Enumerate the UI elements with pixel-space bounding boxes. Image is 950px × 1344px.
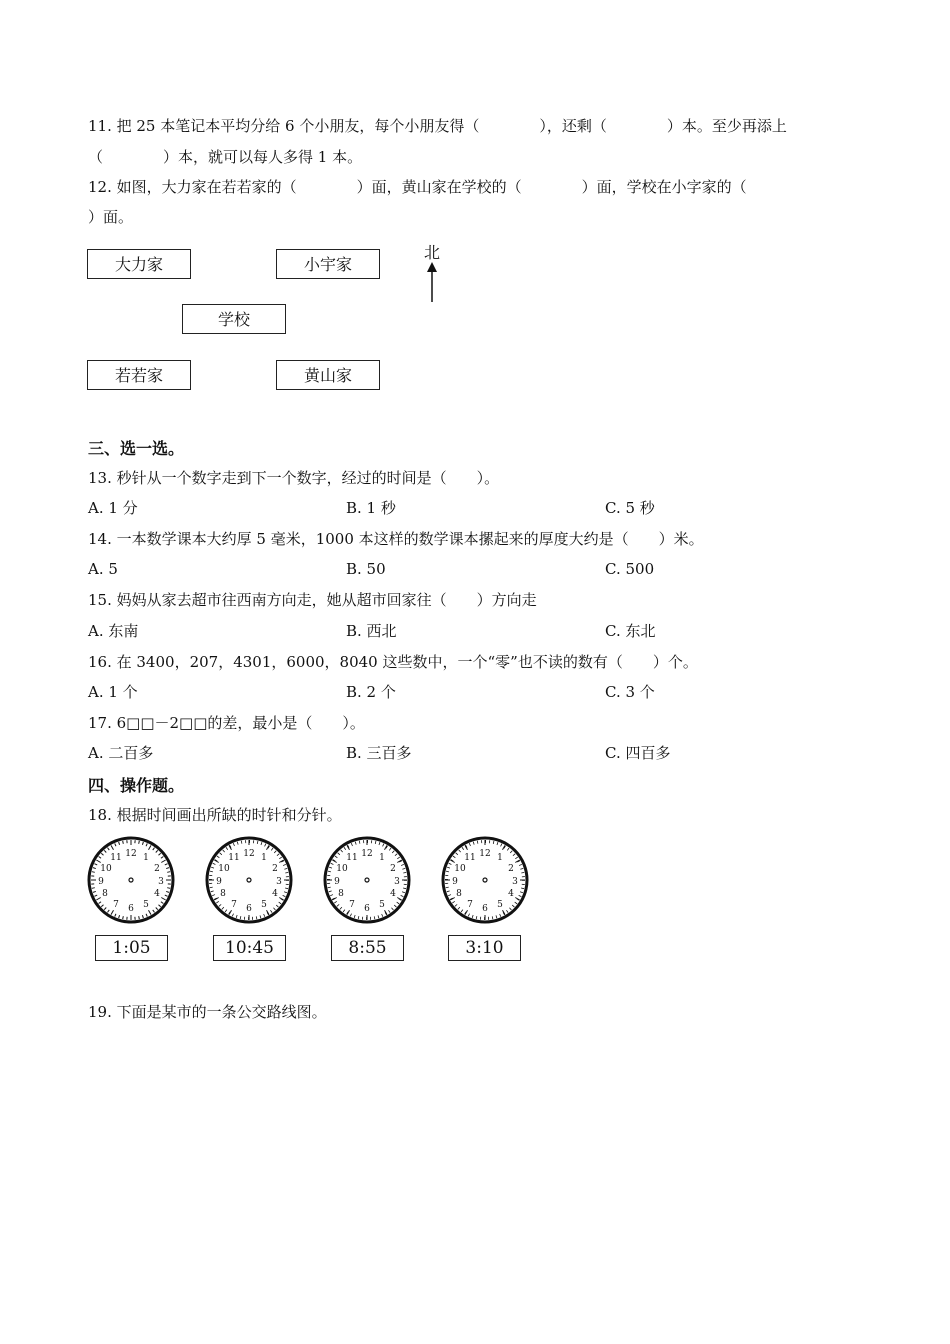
svg-text:4: 4 <box>154 889 160 899</box>
svg-text:8: 8 <box>220 889 226 899</box>
svg-text:9: 9 <box>98 877 104 887</box>
q12-line1: 12. 如图，大力家在若若家的（ ）面，黄山家在学校的（ ）面，学校在小字家的（ <box>88 178 747 196</box>
q11-line1: 11. 把 25 本笔记本平均分给 6 个小朋友，每个小朋友得（ ），还剩（ ）本。至少再添上 <box>88 117 787 135</box>
q17-stem: 17. 6□□－2□□的差，最小是（ ）。 <box>88 714 365 732</box>
map-box-xiaoyu: 小宇家 <box>276 249 380 279</box>
svg-text:7: 7 <box>349 900 355 910</box>
svg-text:4: 4 <box>390 889 396 899</box>
section-3-title: 三、选一选。 <box>88 439 185 458</box>
svg-text:6: 6 <box>364 904 370 914</box>
q15-stem: 15. 妈妈从家去超市往西南方向走，她从超市回家往（ ）方向走 <box>88 591 537 609</box>
svg-text:2: 2 <box>390 864 396 874</box>
svg-text:8: 8 <box>456 889 462 899</box>
svg-text:6: 6 <box>246 904 252 914</box>
q19-stem: 19. 下面是某市的一条公交路线图。 <box>88 1003 327 1021</box>
q14-option-c: C. 500 <box>605 560 655 578</box>
svg-text:8: 8 <box>102 889 108 899</box>
svg-text:4: 4 <box>508 889 514 899</box>
svg-text:6: 6 <box>128 904 134 914</box>
svg-text:1: 1 <box>379 853 385 863</box>
north-arrow-icon <box>424 262 440 302</box>
q13-option-c: C. 5 秒 <box>605 499 655 517</box>
svg-text:1: 1 <box>143 853 149 863</box>
clock-face-icon <box>322 835 412 925</box>
svg-text:2: 2 <box>508 864 514 874</box>
svg-text:12: 12 <box>361 849 373 859</box>
q15-option-a: A. 东南 <box>88 622 139 640</box>
time-label-2: 10:45 <box>213 935 286 961</box>
svg-text:7: 7 <box>113 900 119 910</box>
svg-text:10: 10 <box>218 864 230 874</box>
svg-text:5: 5 <box>497 900 503 910</box>
clock-face-icon <box>440 835 530 925</box>
q16-stem: 16. 在 3400，207，4301，6000，8040 这些数中，一个“零”也不读的数有（ ）个。 <box>88 653 698 671</box>
map-box-dali: 大力家 <box>87 249 191 279</box>
svg-text:12: 12 <box>125 849 137 859</box>
q12-line2: ）面。 <box>88 208 134 226</box>
svg-text:11: 11 <box>228 853 240 863</box>
q15-option-c: C. 东北 <box>605 622 656 640</box>
clock-face-icon <box>204 835 294 925</box>
clock-face-icon <box>86 835 176 925</box>
svg-text:1: 1 <box>497 853 503 863</box>
q18-stem: 18. 根据时间画出所缺的时针和分针。 <box>88 806 342 824</box>
time-label-3: 8:55 <box>331 935 404 961</box>
map-box-school: 学校 <box>182 304 286 334</box>
q14-option-b: B. 50 <box>346 560 386 578</box>
q17-option-a: A. 二百多 <box>88 744 154 762</box>
q14-option-a: A. 5 <box>88 560 118 578</box>
svg-text:3: 3 <box>394 877 400 887</box>
svg-text:3: 3 <box>512 877 518 887</box>
svg-text:9: 9 <box>216 877 222 887</box>
svg-text:2: 2 <box>272 864 278 874</box>
svg-text:5: 5 <box>143 900 149 910</box>
q15-option-b: B. 西北 <box>346 622 397 640</box>
time-label-1: 1:05 <box>95 935 168 961</box>
svg-text:12: 12 <box>243 849 255 859</box>
svg-text:7: 7 <box>467 900 473 910</box>
q16-option-b: B. 2 个 <box>346 683 396 701</box>
svg-text:10: 10 <box>336 864 348 874</box>
svg-text:7: 7 <box>231 900 237 910</box>
q13-stem: 13. 秒针从一个数字走到下一个数字，经过的时间是（ ）。 <box>88 469 500 487</box>
svg-text:12: 12 <box>479 849 491 859</box>
svg-text:5: 5 <box>379 900 385 910</box>
svg-text:9: 9 <box>334 877 340 887</box>
q17-option-b: B. 三百多 <box>346 744 412 762</box>
q11-line2: （ ）本，就可以每人多得 1 本。 <box>88 148 363 166</box>
svg-text:10: 10 <box>454 864 466 874</box>
q17-option-c: C. 四百多 <box>605 744 671 762</box>
q14-stem: 14. 一本数学课本大约厚 5 毫米，1000 本这样的数学课本摞起来的厚度大约是（ ）米。 <box>88 530 704 548</box>
map-box-huangshan: 黄山家 <box>276 360 380 390</box>
q13-option-a: A. 1 分 <box>88 499 138 517</box>
svg-text:8: 8 <box>338 889 344 899</box>
svg-text:1: 1 <box>261 853 267 863</box>
svg-text:3: 3 <box>158 877 164 887</box>
svg-text:10: 10 <box>100 864 112 874</box>
svg-text:11: 11 <box>110 853 122 863</box>
svg-text:9: 9 <box>452 877 458 887</box>
svg-text:6: 6 <box>482 904 488 914</box>
svg-text:3: 3 <box>276 877 282 887</box>
svg-text:5: 5 <box>261 900 267 910</box>
q16-option-a: A. 1 个 <box>88 683 138 701</box>
map-box-ruoruo: 若若家 <box>87 360 191 390</box>
q16-option-c: C. 3 个 <box>605 683 655 701</box>
time-label-4: 3:10 <box>448 935 521 961</box>
svg-text:2: 2 <box>154 864 160 874</box>
section-4-title: 四、操作题。 <box>88 776 185 795</box>
q13-option-b: B. 1 秒 <box>346 499 396 517</box>
north-label: 北 <box>424 243 441 262</box>
svg-text:11: 11 <box>346 853 358 863</box>
svg-text:4: 4 <box>272 889 278 899</box>
svg-text:11: 11 <box>464 853 476 863</box>
